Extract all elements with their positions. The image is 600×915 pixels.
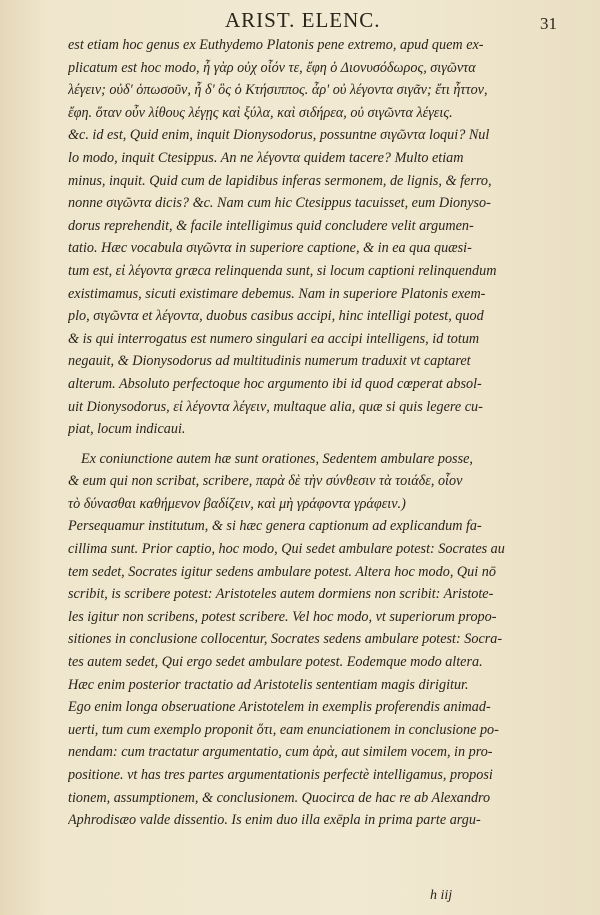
text-line: minus, inquit. Quid cum de lapidibus inferas sermonem, de lignis, & ferro,: [68, 172, 492, 189]
text-line: dorus reprehendit, & facile intelligimus quid concludere velit argumen-: [68, 217, 474, 234]
paragraph: [68, 34, 573, 441]
text-line: Hæc enim posterior tractatio ad Aristotelis sententiam magis dirigitur.: [68, 676, 469, 693]
text-line: & is qui interrogatus est numero singulari ea accipi intelligens, id totum: [68, 330, 480, 347]
text-line: Ex coniunctione autem hæ sunt orationes, Sedentem ambulare posse,: [81, 450, 473, 467]
text-line: les igitur non scribens, potest scribere. Vel hoc modo, vt superiorum propo-: [68, 608, 497, 625]
page-number: 31: [540, 14, 557, 33]
text-line: nendam: cum tractatur argumentatio, cum ἀρὰ, aut similem vocem, in pro-: [68, 744, 493, 761]
text-line: plicatum est hoc modo, ἦ γὰρ οὐχ οἷόν τε, ἔφη ὁ Διονυσόδωρος, σιγῶντα: [68, 59, 476, 76]
text-line: ἔφη. ὅταν οὖν λίθους λέγῃς καὶ ξύλα, καὶ σιδήρεα, οὐ σιγῶντα λέγεις.: [68, 104, 453, 121]
text-line: positione. vt has tres partes argumentationis perfectè intelligamus, proposi: [68, 767, 493, 783]
text-line: sitiones in conclusione collocentur, Socrates sedens ambulare potest: Socra-: [68, 631, 503, 648]
text-line: Persequamur institutum, & si hæc genera captionum ad explicandum fa-: [68, 518, 482, 535]
text-line: tes autem sedet, Qui ergo sedet ambulare potest. Eodemque modo altera.: [68, 654, 483, 671]
text-line: τὸ δύνασθαι καθήμενον βαδίζειν, καὶ μὴ γράφοντα γράφειν.): [68, 495, 406, 512]
text-line: scribit, is scribere potest: Aristoteles autem dormiens non scribit: Aristote-: [68, 586, 494, 603]
text-line: Aphrodisæo valde dissentio. Is enim duo illa exēpla in prima parte argu-: [68, 812, 481, 829]
text-line: Ego enim longa obseruatione Aristotelem in exemplis proferendis animad-: [68, 699, 491, 716]
text-line: uerti, tum cum exemplo proponit ὅτι, eam enunciationem in conclusione po-: [68, 721, 499, 738]
text-line: &c. id est, Quid enim, inquit Dionysodorus, possuntne σιγῶντα loqui? Nul: [68, 127, 490, 144]
text-line: tatio. Hæc vocabula σιγῶντα in superiore captione, & in ea qua quæsi-: [68, 240, 472, 257]
paragraph: [68, 448, 573, 832]
text-line: tum est, εἰ λέγοντα græca relinquenda sunt, si locum captioni relinquendum: [68, 262, 497, 279]
text-line: cillima sunt. Prior captio, hoc modo, Qui sedet ambulare potest: Socrates au: [68, 541, 505, 558]
text-line: alterum. Absoluto perfectoque hoc argumento ibi id quod cœperat absol-: [68, 375, 482, 392]
paragraph-gap: [68, 441, 573, 448]
running-title: ARIST. ELENC.: [225, 8, 381, 32]
text-line: & eum qui non scribat, scribere, παρὰ δὲ τὴν σύνθεσιν τὰ τοιάδε, οἷον: [68, 473, 463, 490]
text-line: nonne σιγῶντα dicis? &c. Nam cum hic Ctesippus tacuisset, eum Dionyso-: [68, 195, 491, 212]
text-line: plo, σιγῶντα et λέγοντα, duobus casibus accipi, hinc intelligi potest, quod: [68, 308, 484, 325]
text-line: existimamus, sicuti existimare debemus. Nam in superiore Platonis exem-: [68, 285, 486, 302]
body-text: [68, 34, 573, 832]
text-line: tionem, assumptionem, & conclusionem. Quocirca de hac re ab Alexandro: [68, 789, 491, 806]
text-line: uit Dionysodorus, εἰ λέγοντα λέγειν, multaque alia, quæ si quis legere cu-: [68, 398, 483, 415]
text-line: est etiam hoc genus ex Euthydemo Platonis pene extremo, apud quem ex-: [68, 37, 484, 53]
text-line: piat, locum indicaui.: [68, 421, 186, 438]
text-line: λέγειν; οὐδ' ὁπωσοῦν, ἦ δ' ὃς ὁ Κτήσιππος. ἆρ' οὐ λέγοντα σιγᾶν; ἔτι ἧττον,: [68, 82, 488, 99]
text-line: negauit, & Dionysodorus ad multitudinis numerum traduxit vt captaret: [68, 353, 471, 370]
text-line: lo modo, inquit Ctesippus. An ne λέγοντα quidem tacere? Multo etiam: [68, 149, 464, 166]
text-line: tem sedet, Socrates igitur sedens ambulare potest. Altera hoc modo, Qui nō: [68, 563, 496, 580]
signature-mark: h iij: [430, 888, 453, 903]
